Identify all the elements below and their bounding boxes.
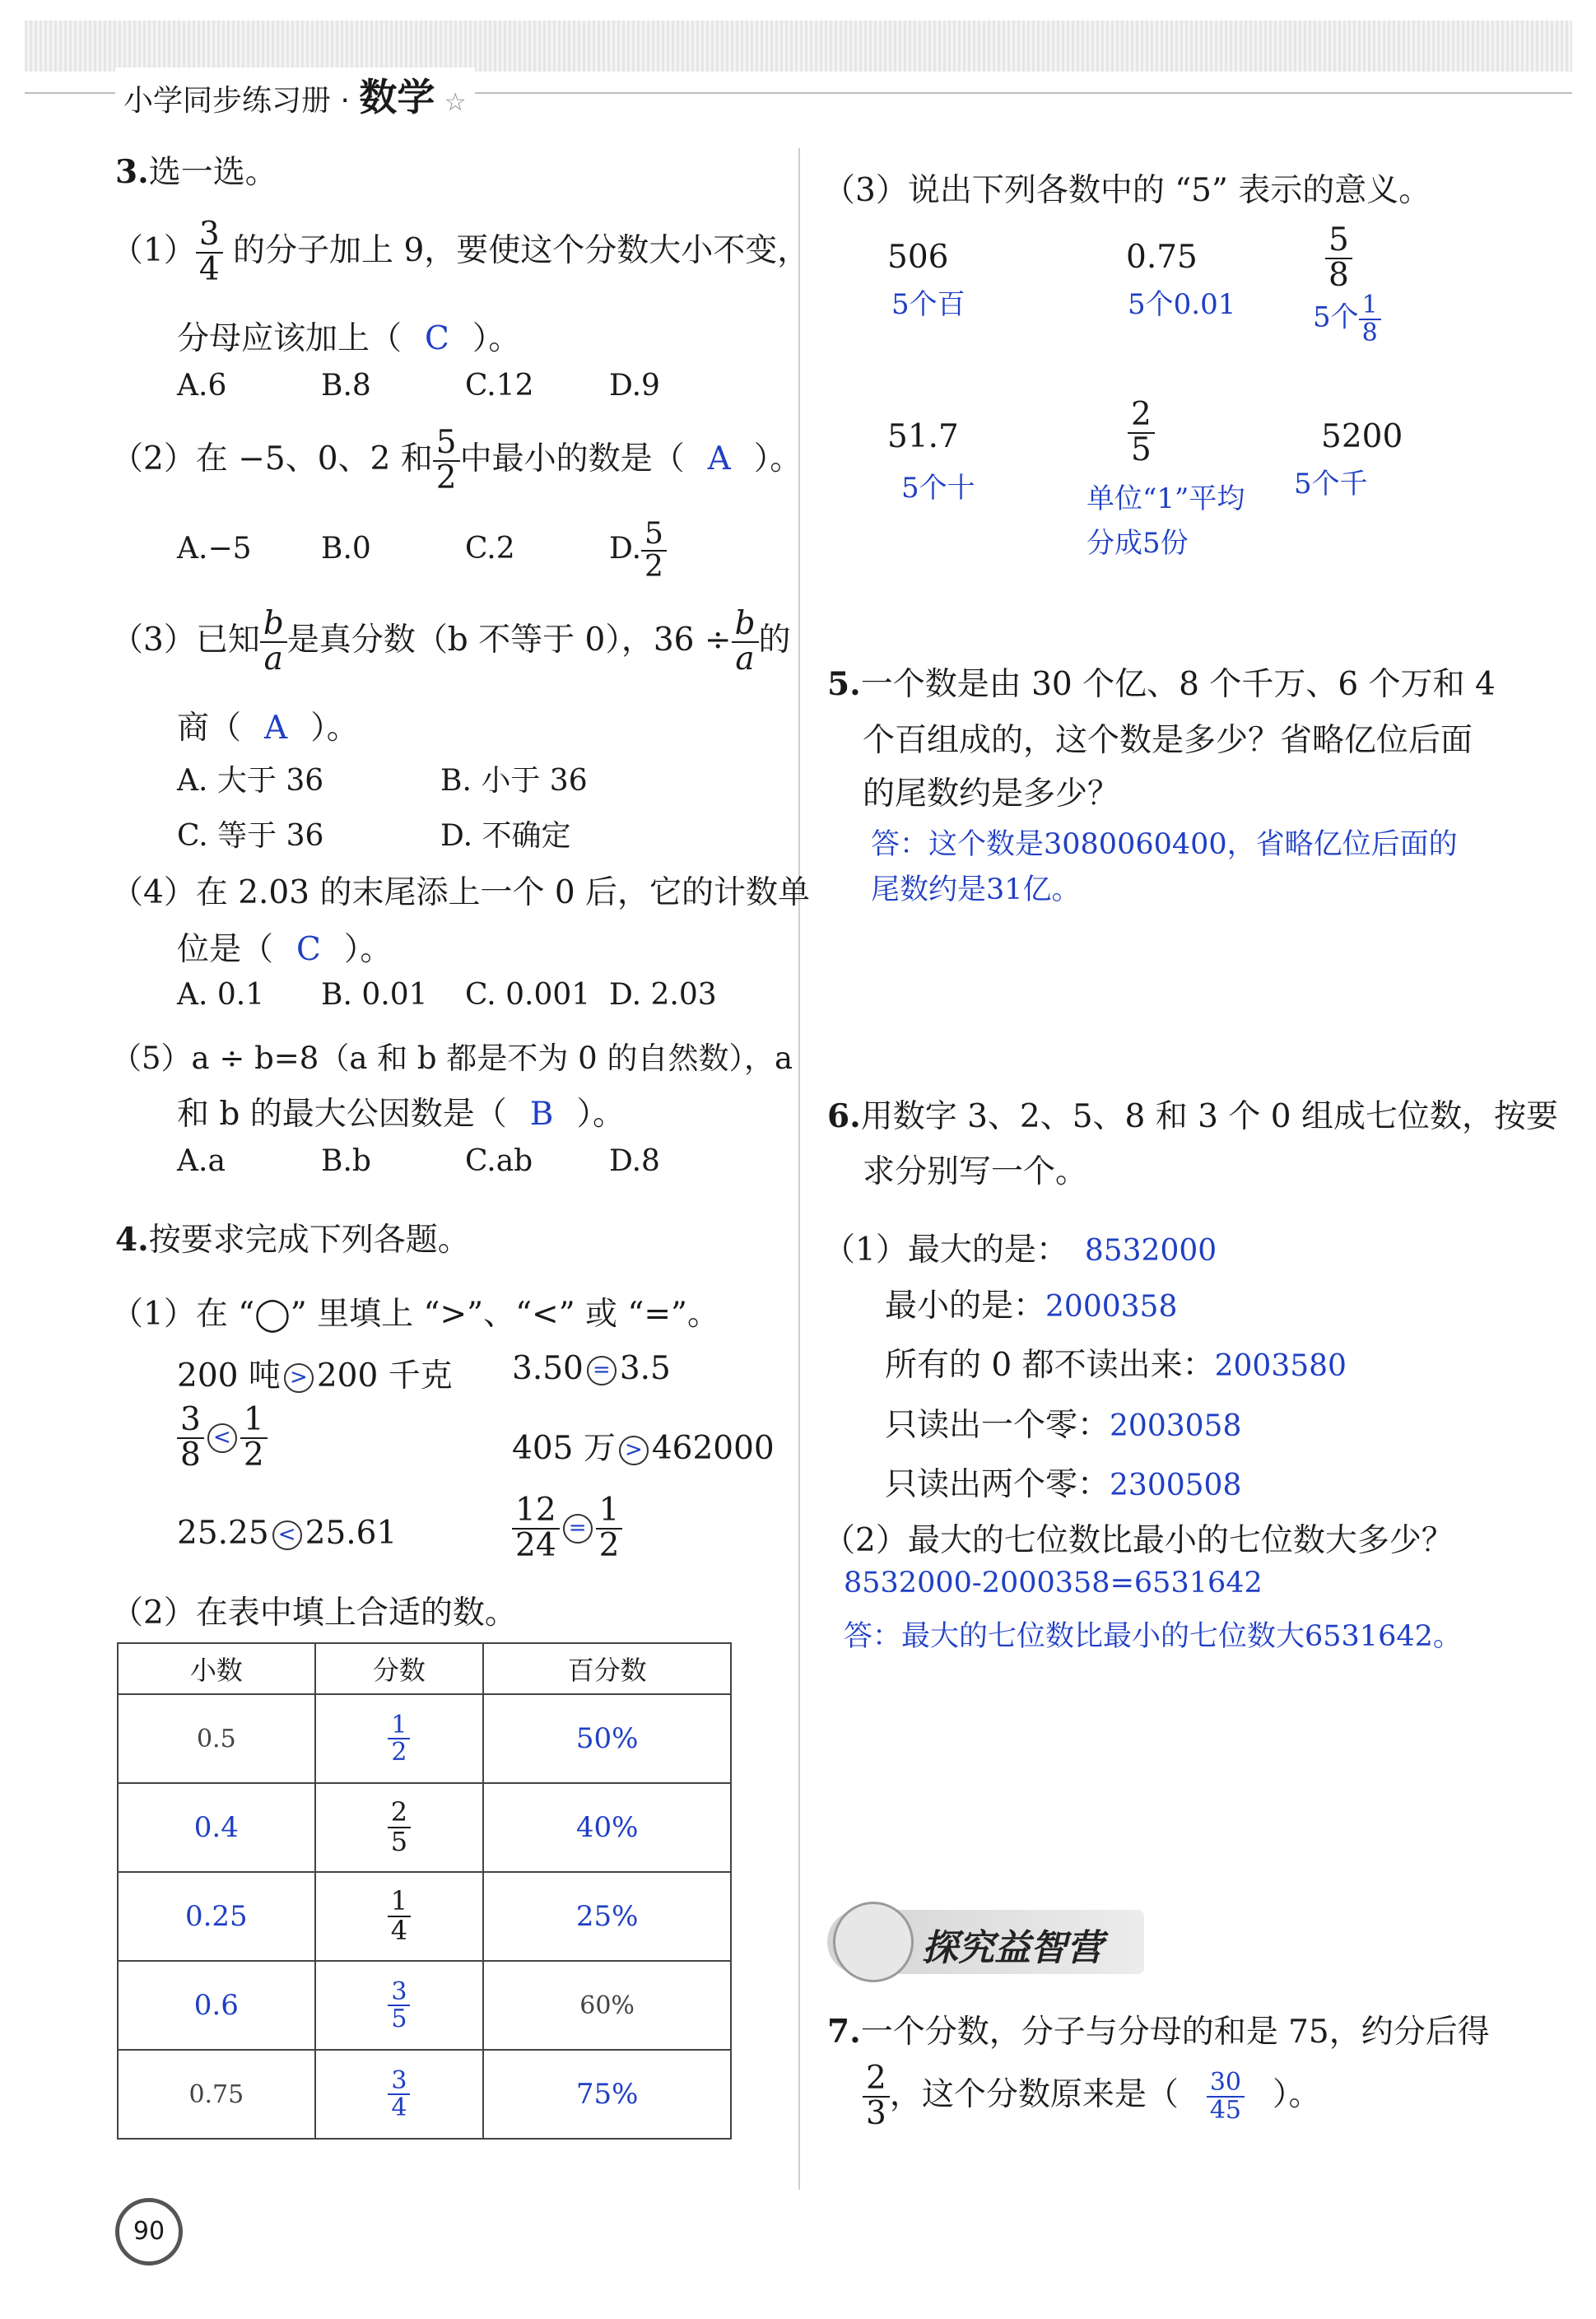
q3-4-options bbox=[177, 978, 717, 1012]
conversion-table bbox=[117, 1642, 732, 2140]
q6-row-label: 只读出一个零： bbox=[885, 1407, 1110, 1444]
numerator: 5 bbox=[641, 519, 667, 552]
denominator: 2 bbox=[644, 549, 663, 584]
compare-right: 25.61 bbox=[305, 1515, 398, 1552]
option-b: B.0 bbox=[321, 531, 371, 566]
table-header-row bbox=[118, 1643, 731, 1694]
cell-decimal: 0.4 bbox=[118, 1783, 315, 1872]
numerator: 1 bbox=[388, 1888, 411, 1917]
number-5-8 bbox=[1325, 221, 1352, 294]
q3-1-line1 bbox=[111, 218, 809, 287]
q4-title bbox=[115, 1214, 470, 1260]
cell-fraction bbox=[315, 1694, 484, 1783]
cell-decimal: 0.6 bbox=[118, 1961, 315, 2050]
compare-item bbox=[177, 1401, 268, 1474]
q6-2-question: （2）最大的七位数比最小的七位数大多少？ bbox=[823, 1522, 1454, 1559]
table-row bbox=[118, 1961, 731, 2050]
option-b: B. 0.01 bbox=[321, 978, 428, 1012]
option-b: B. 小于 36 bbox=[440, 764, 588, 798]
option-d: D. 不确定 bbox=[440, 819, 571, 853]
denominator: 4 bbox=[390, 1915, 408, 1946]
fraction bbox=[512, 1494, 560, 1563]
option-c: C. 等于 36 bbox=[177, 819, 324, 853]
fraction bbox=[1359, 292, 1381, 346]
q3-3-answer: A bbox=[264, 710, 288, 747]
q3-4-line2-text: 位是（ bbox=[177, 931, 274, 968]
banner-title: 探究益智营 bbox=[922, 1927, 1103, 1969]
q3-title-text: 选一选。 bbox=[148, 154, 277, 191]
q6-number: 6. bbox=[827, 1097, 861, 1135]
q3-2-answer: A bbox=[707, 440, 731, 477]
q6-row bbox=[823, 1224, 1217, 1270]
q3-1-prefix: （1） bbox=[111, 231, 196, 269]
fraction bbox=[596, 1494, 623, 1563]
q3-5-line2-text: 和 b 的最大公因数是（ bbox=[177, 1096, 507, 1133]
numerator: 3 bbox=[388, 1979, 410, 2007]
series-name: 小学同步练习册 · bbox=[123, 84, 360, 118]
q6-row bbox=[885, 1339, 1347, 1385]
compare-item bbox=[512, 1494, 622, 1563]
cell-decimal: 0.5 bbox=[118, 1694, 315, 1783]
q3-2-line1 bbox=[111, 426, 802, 496]
compare-circle: = bbox=[563, 1514, 593, 1544]
q6-row-answer: 8532000 bbox=[1084, 1234, 1217, 1268]
compare-circle: < bbox=[207, 1423, 237, 1453]
fraction bbox=[388, 1979, 410, 2033]
q3-3-line1 bbox=[111, 605, 791, 678]
q3-1-answer: C bbox=[425, 320, 449, 357]
q3-4-answer: C bbox=[296, 931, 321, 968]
q6-2-calculation: 8532000-2000358=6531642 bbox=[844, 1567, 1263, 1600]
q3-title bbox=[115, 147, 277, 193]
header-band bbox=[25, 21, 1572, 72]
header-fraction: 分数 bbox=[315, 1643, 484, 1694]
q3-3-prefix: （3）已知 bbox=[111, 621, 260, 659]
q5-line1 bbox=[827, 659, 1496, 705]
denominator: a bbox=[263, 640, 283, 678]
q3-3-meaning-title: （3）说出下列各数中的 “5” 表示的意义。 bbox=[823, 172, 1431, 209]
cell-fraction bbox=[315, 1961, 484, 2050]
number-2-5 bbox=[1128, 398, 1155, 468]
numerator: 3 bbox=[177, 1404, 204, 1439]
denominator: 2 bbox=[391, 1738, 407, 1767]
meaning-answer bbox=[1313, 292, 1381, 346]
q3-2-options bbox=[177, 519, 667, 583]
compare-item bbox=[177, 1350, 453, 1396]
numerator: 3 bbox=[196, 218, 223, 254]
option-c: C.12 bbox=[465, 369, 534, 403]
q6-row bbox=[885, 1459, 1241, 1505]
option-d: D.9 bbox=[609, 369, 660, 403]
number-506: 506 bbox=[887, 239, 949, 276]
cell-percent: 40% bbox=[483, 1783, 731, 1872]
compare-right: 200 千克 bbox=[316, 1357, 453, 1395]
header-title bbox=[115, 68, 475, 122]
numerator: b bbox=[732, 608, 759, 643]
paren-close: ）。 bbox=[472, 320, 521, 357]
option-d: D.8 bbox=[609, 1144, 660, 1178]
q3-3-text: 是真分数（b 不等于 0），36 ÷ bbox=[286, 621, 732, 659]
q5-answer-line2: 尾数约是31亿。 bbox=[871, 873, 1081, 906]
compare-left: 405 万 bbox=[512, 1430, 616, 1467]
denominator: 24 bbox=[515, 1526, 556, 1564]
compare-circle: > bbox=[619, 1436, 649, 1465]
compare-left: 3.50 bbox=[512, 1350, 584, 1387]
option-a: A.a bbox=[177, 1144, 226, 1178]
table-row bbox=[118, 1694, 731, 1783]
q4-title-text: 按要求完成下列各题。 bbox=[148, 1222, 470, 1259]
numerator: 2 bbox=[388, 1799, 411, 1828]
q5-answer-line1: 答：这个数是3080060400，省略亿位后面的 bbox=[871, 828, 1458, 861]
number-51-7: 51.7 bbox=[887, 418, 959, 455]
denominator: 5 bbox=[391, 2005, 407, 2033]
q7-line1 bbox=[827, 2006, 1490, 2052]
numerator: 12 bbox=[512, 1494, 560, 1530]
fraction bbox=[1325, 221, 1352, 294]
q6-row-answer: 2003058 bbox=[1110, 1409, 1242, 1443]
paren-close: ）。 bbox=[753, 440, 803, 477]
fraction bbox=[388, 1885, 411, 1946]
pig-icon bbox=[833, 1902, 914, 1982]
q3-3-line2-text: 商（ bbox=[177, 710, 242, 747]
q7-line2 bbox=[863, 2062, 1321, 2131]
q5-text: 一个数是由 30 个亿、8 个千万、6 个万和 4 bbox=[860, 666, 1496, 703]
q3-3-options-row1 bbox=[177, 757, 588, 799]
star-icon: ☆ bbox=[444, 88, 467, 117]
subject-name: 数学 bbox=[359, 75, 435, 119]
q6-row-answer: 2300508 bbox=[1110, 1469, 1242, 1502]
option-a: A. 0.1 bbox=[177, 978, 265, 1012]
denominator: a bbox=[735, 640, 755, 678]
cell-percent: 25% bbox=[483, 1872, 731, 1961]
q5-number: 5. bbox=[827, 665, 861, 703]
numerator: b bbox=[260, 608, 287, 643]
paren-close: ）。 bbox=[1273, 2075, 1321, 2113]
compare-item bbox=[512, 1423, 775, 1469]
option-c: C.2 bbox=[465, 531, 515, 566]
cell-fraction bbox=[315, 2050, 484, 2139]
q6-line1 bbox=[827, 1091, 1558, 1137]
header-percent: 百分数 bbox=[483, 1643, 731, 1694]
numerator: 2 bbox=[863, 2062, 890, 2098]
q4-2-title: （2）在表中填上合适的数。 bbox=[111, 1595, 517, 1632]
q7-answer-fraction bbox=[1207, 2070, 1245, 2123]
answer-text: 5个 bbox=[1313, 300, 1359, 334]
compare-item bbox=[512, 1350, 671, 1387]
q3-1-line2-text: 分母应该加上（ bbox=[177, 320, 402, 357]
numerator: 30 bbox=[1207, 2070, 1245, 2098]
q3-5-answer: B bbox=[529, 1096, 554, 1133]
q3-4-line2 bbox=[177, 924, 392, 970]
compare-circle: < bbox=[272, 1520, 302, 1550]
paren-close: ）。 bbox=[343, 931, 393, 968]
fraction bbox=[732, 605, 759, 678]
fraction bbox=[388, 1712, 410, 1766]
q6-row bbox=[885, 1399, 1241, 1446]
q7-text: 一个分数，分子与分母的和是 75，约分后得 bbox=[860, 2014, 1490, 2051]
numerator: 2 bbox=[1128, 398, 1155, 434]
fraction bbox=[388, 1796, 411, 1857]
denominator: 4 bbox=[391, 2093, 407, 2122]
q6-text: 用数字 3、2、5、8 和 3 个 0 组成七位数，按要 bbox=[860, 1098, 1558, 1135]
denominator: 2 bbox=[598, 1526, 620, 1564]
number-5200: 5200 bbox=[1321, 418, 1403, 455]
option-d: D. bbox=[609, 531, 642, 566]
denominator: 8 bbox=[1328, 256, 1349, 294]
option-a: A.−5 bbox=[177, 531, 252, 566]
q5-line2: 个百组成的，这个数是多少？省略亿位后面 bbox=[863, 722, 1473, 759]
option-a: A.6 bbox=[177, 369, 227, 403]
q3-number: 3. bbox=[115, 153, 149, 191]
fraction bbox=[433, 426, 460, 496]
cell-percent: 60% bbox=[483, 1961, 731, 2050]
option-d: D. 2.03 bbox=[609, 978, 717, 1012]
q4-number: 4. bbox=[115, 1221, 149, 1259]
paren-close: ）。 bbox=[576, 1096, 625, 1133]
compare-left: 25.25 bbox=[177, 1515, 269, 1552]
fraction bbox=[388, 2065, 410, 2122]
q4-1-title: （1）在 “◯” 里填上 “>”、“<” 或 “=”。 bbox=[111, 1296, 719, 1333]
fraction bbox=[240, 1401, 268, 1474]
cell-percent: 75% bbox=[483, 2050, 731, 2139]
q3-2-prefix: （2）在 −5、0、2 和 bbox=[111, 440, 433, 477]
numerator: 3 bbox=[388, 2068, 410, 2096]
fraction bbox=[260, 605, 287, 678]
meaning-answer: 5个0.01 bbox=[1128, 288, 1236, 321]
fraction bbox=[177, 1401, 204, 1474]
option-c: C.ab bbox=[465, 1144, 533, 1178]
q3-1-line2 bbox=[177, 313, 520, 359]
table-row bbox=[118, 1783, 731, 1872]
option-a: A. 大于 36 bbox=[177, 764, 324, 798]
fraction bbox=[196, 218, 223, 287]
table-row bbox=[118, 1872, 731, 1961]
compare-right: 462000 bbox=[651, 1430, 775, 1467]
cell-decimal: 0.25 bbox=[118, 1872, 315, 1961]
numerator: 5 bbox=[433, 426, 460, 462]
number-0-75: 0.75 bbox=[1126, 239, 1198, 276]
compare-right: 3.5 bbox=[619, 1350, 671, 1387]
denominator: 2 bbox=[243, 1436, 264, 1474]
header-decimal: 小数 bbox=[118, 1643, 315, 1694]
fraction bbox=[1128, 398, 1155, 468]
q3-4-line1: （4）在 2.03 的末尾添上一个 0 后，它的计数单 bbox=[111, 874, 811, 911]
option-c: C. 0.001 bbox=[465, 978, 591, 1012]
q3-3-text-end: 的 bbox=[758, 621, 791, 659]
numerator: 5 bbox=[1325, 224, 1352, 259]
cell-fraction bbox=[315, 1783, 484, 1872]
fraction bbox=[641, 519, 667, 583]
paren-close: ）。 bbox=[310, 710, 359, 747]
q6-line2: 求分别写一个。 bbox=[863, 1153, 1088, 1190]
q3-3-line2 bbox=[177, 702, 359, 748]
meaning-answer-line2: 分成5份 bbox=[1086, 527, 1189, 560]
q3-3-options-row2 bbox=[177, 813, 570, 854]
cell-fraction bbox=[315, 1872, 484, 1961]
denominator: 5 bbox=[1131, 431, 1152, 468]
compare-circle: = bbox=[587, 1356, 617, 1385]
q6-row-label: 只读出两个零： bbox=[885, 1466, 1110, 1503]
meaning-answer-line1: 单位“1”平均 bbox=[1086, 482, 1245, 515]
denominator: 8 bbox=[1361, 318, 1378, 347]
q3-1-options bbox=[177, 369, 660, 403]
q7-line2-text: ，这个分数原来是（ bbox=[889, 2075, 1179, 2113]
denominator: 2 bbox=[435, 459, 457, 496]
compare-item bbox=[177, 1515, 397, 1552]
numerator: 1 bbox=[596, 1494, 623, 1530]
q6-row-label: （1）最大的是： bbox=[823, 1232, 1068, 1269]
q6-row-label: 最小的是： bbox=[885, 1288, 1046, 1325]
option-b: B.b bbox=[321, 1144, 371, 1178]
q5-line3: 的尾数约是多少？ bbox=[863, 775, 1120, 813]
q6-row-answer: 2000358 bbox=[1045, 1290, 1178, 1324]
q3-1-text: 的分子加上 9，要使这个分数大小不变， bbox=[222, 231, 810, 269]
q6-row-answer: 2003580 bbox=[1214, 1349, 1347, 1383]
cell-decimal: 0.75 bbox=[118, 2050, 315, 2139]
q3-5-options bbox=[177, 1144, 660, 1178]
table-row bbox=[118, 2050, 731, 2139]
denominator: 8 bbox=[180, 1436, 201, 1474]
q3-5-line1: （5）a ÷ b=8（a 和 b 都是不为 0 的自然数），a bbox=[111, 1041, 793, 1076]
q3-2-text: 中最小的数是（ bbox=[459, 440, 685, 477]
option-b: B.8 bbox=[321, 369, 371, 403]
fraction bbox=[863, 2062, 890, 2131]
compare-left: 200 吨 bbox=[177, 1357, 281, 1395]
q6-row bbox=[885, 1280, 1177, 1326]
denominator: 4 bbox=[198, 250, 220, 288]
denominator: 5 bbox=[390, 1826, 408, 1857]
q6-row-label: 所有的 0 都不读出来： bbox=[885, 1347, 1215, 1384]
q7-number: 7. bbox=[827, 2013, 861, 2051]
q6-2-answer: 答：最大的七位数比最小的七位数大6531642。 bbox=[844, 1620, 1462, 1653]
denominator: 3 bbox=[866, 2094, 886, 2132]
denominator: 45 bbox=[1209, 2095, 1242, 2125]
meaning-answer: 5个千 bbox=[1294, 468, 1368, 501]
numerator: 1 bbox=[388, 1712, 410, 1740]
q3-5-line2 bbox=[177, 1088, 625, 1134]
meaning-answer: 5个十 bbox=[901, 472, 975, 505]
cell-percent: 50% bbox=[483, 1694, 731, 1783]
numerator: 1 bbox=[1359, 292, 1381, 320]
meaning-answer: 5个百 bbox=[891, 288, 966, 321]
numerator: 1 bbox=[240, 1404, 268, 1439]
compare-circle: > bbox=[284, 1363, 314, 1393]
page-number: 90 bbox=[115, 2198, 183, 2265]
